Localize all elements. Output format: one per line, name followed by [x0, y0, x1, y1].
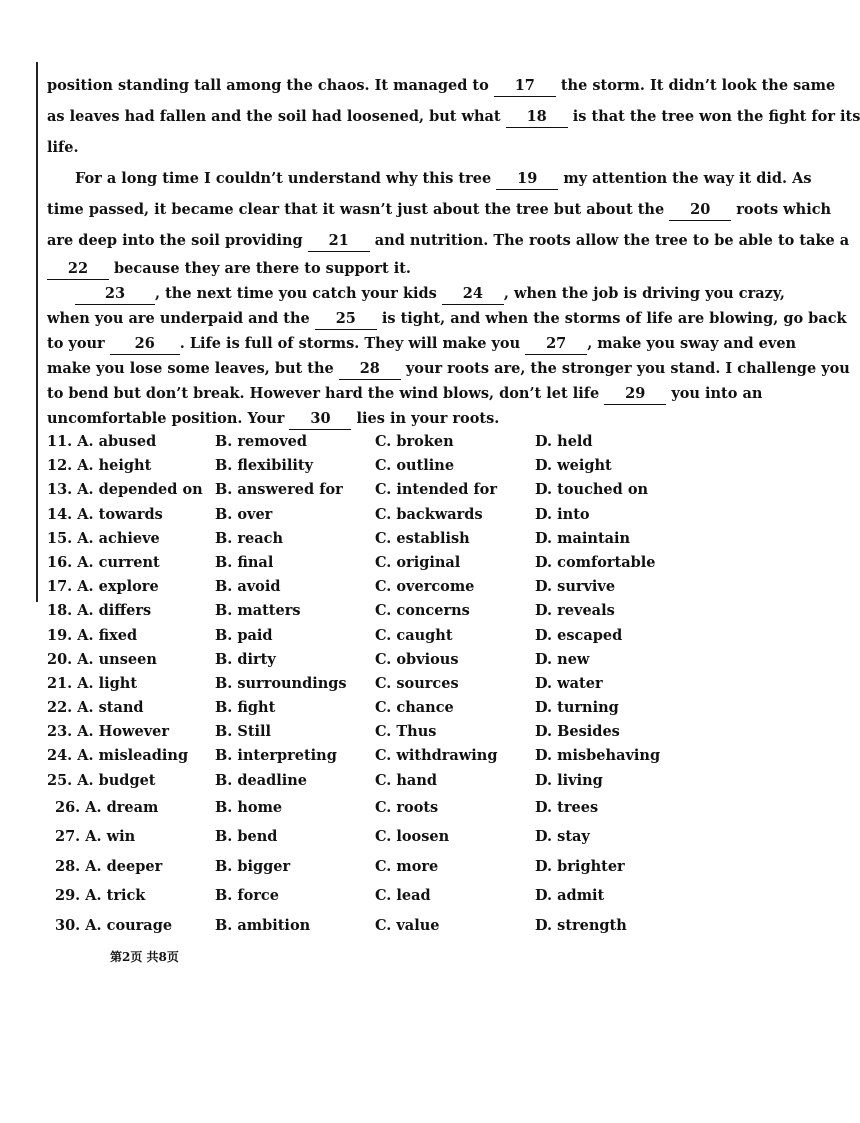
blank-19: 19	[496, 169, 558, 190]
margin-line	[36, 62, 38, 602]
passage-line: 23 , the next time you catch your kids 24 , when the job is driving you crazy,	[47, 281, 723, 306]
option-row: 25. A. budget B. deadline C. hand D. living	[47, 771, 603, 789]
option-row: 21. A. light B. surroundings C. sources D. water	[47, 674, 603, 692]
blank-18: 18	[506, 107, 568, 128]
passage-line: are deep into the soil providing 21 and nutrition. The roots allow the tree to be able to take a	[47, 225, 723, 256]
blank-22: 22	[47, 259, 109, 280]
option-row: 14. A. towards B. over C. backwards D. into	[47, 505, 590, 523]
passage-line: For a long time I couldn’t understand why this tree 19 my attention the way it did. As	[47, 163, 723, 194]
option-row: 24. A. misleading B. interpreting C. withdrawing D. misbehaving	[47, 747, 661, 765]
option-row: 18. A. differs B. matters C. concerns D. reveals	[47, 602, 615, 620]
option-row: 15. A. achieve B. reach C. establish D. maintain	[47, 529, 631, 547]
blank-23: 23	[75, 284, 155, 305]
option-row: 30. A. courage B. ambition C. value D. strength	[55, 916, 627, 934]
blank-25: 25	[315, 309, 377, 330]
passage-line: time passed, it became clear that it wasn’t just about the tree but about the 20 roots which	[47, 194, 723, 225]
passage-line: as leaves had fallen and the soil had loosened, but what 18 is that the tree won the fight for its	[47, 101, 723, 132]
passage-line: 22 because they are there to support it.	[47, 256, 723, 281]
option-row: 17. A. explore B. avoid C. overcome D. survive	[47, 578, 616, 596]
passage-line: to bend but don’t break. However hard the wind blows, don’t let life 29 you into an	[47, 381, 723, 406]
blank-26: 26	[110, 334, 180, 355]
blank-28: 28	[339, 359, 401, 380]
option-row: 19. A. fixed B. paid C. caught D. escaped	[47, 626, 623, 644]
blank-27: 27	[525, 334, 587, 355]
option-row: 22. A. stand B. fight C. chance D. turning	[47, 699, 619, 717]
blank-17: 17	[494, 76, 556, 97]
passage-line: position standing tall among the chaos. It managed to 17 the storm. It didn’t look the same	[47, 70, 723, 101]
answer-options	[47, 430, 727, 940]
passage-line: make you lose some leaves, but the 28 your roots are, the stronger you stand. I challenge you	[47, 356, 723, 381]
option-row: 29. A. trick B. force C. lead D. admit	[55, 887, 605, 905]
option-row: 11. A. abused B. removed C. broken D. held	[47, 433, 593, 450]
page-number: 第2页 共8页	[110, 950, 179, 964]
blank-29: 29	[604, 384, 666, 405]
blank-24: 24	[442, 284, 504, 305]
blank-20: 20	[669, 200, 731, 221]
passage-line: when you are underpaid and the 25 is tight, and when the storms of life are blowing, go back	[47, 306, 723, 331]
blank-21: 21	[308, 231, 370, 252]
option-row: 16. A. current B. final C. original D. comfortable	[47, 553, 656, 571]
option-row: 26. A. dream B. home C. roots D. trees	[55, 798, 599, 816]
passage-line: to your 26 . Life is full of storms. They will make you 27 , make you sway and even	[47, 331, 723, 356]
passage-line: life.	[47, 139, 79, 156]
option-row: 23. A. However B. Still C. Thus D. Besides	[47, 723, 620, 741]
option-row: 28. A. deeper B. bigger C. more D. brighter	[55, 857, 625, 875]
passage-line: uncomfortable position. Your 30 lies in your roots.	[47, 406, 723, 431]
option-row: 20. A. unseen B. dirty C. obvious D. new	[47, 650, 590, 668]
blank-30: 30	[289, 409, 351, 430]
cloze-passage	[47, 70, 860, 431]
option-row: 12. A. height B. flexibility C. outline D. weight	[47, 457, 612, 475]
option-row: 27. A. win B. bend C. loosen D. stay	[55, 828, 590, 846]
option-row: 13. A. depended on B. answered for C. intended for D. touched on	[47, 481, 649, 499]
